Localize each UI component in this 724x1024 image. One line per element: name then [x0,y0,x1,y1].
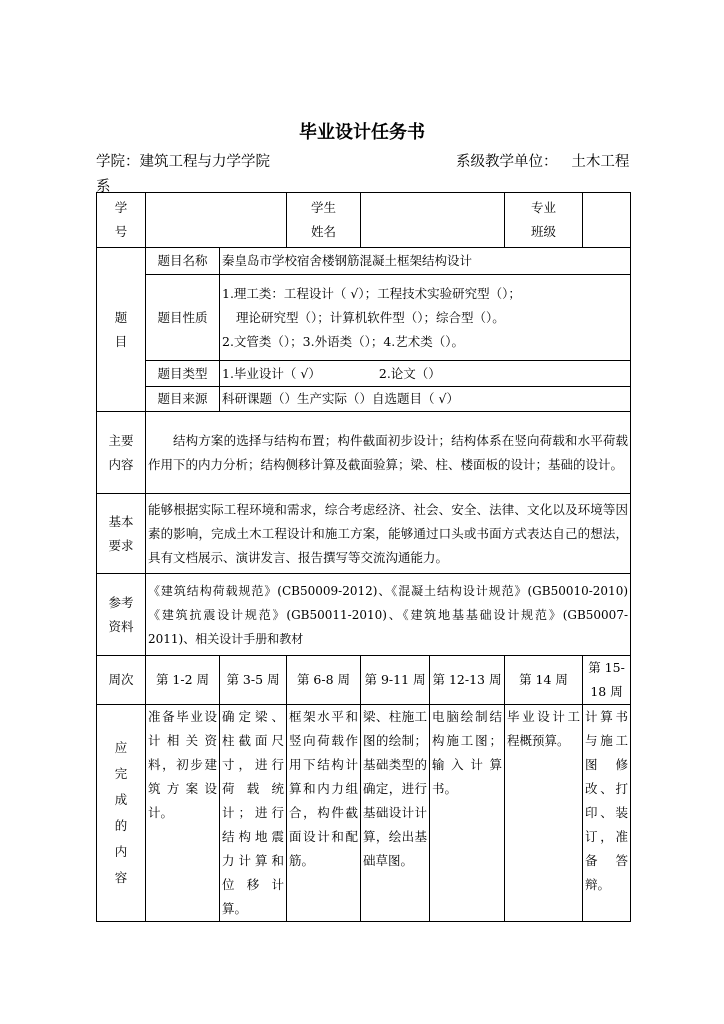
topic-group-label: 题 目 [97,248,146,412]
college-value: 建筑工程与力学学院 [139,154,270,170]
topic-source-value: 科研课题（）生产实际（）自选题目（ √） [220,387,631,412]
requirements-row [97,494,631,574]
task-table [96,192,631,922]
topic-nature-value [220,275,631,361]
week-label: 周次 [97,656,146,705]
main-content-row [97,412,631,494]
topic-nature-row [97,275,631,361]
task-cell: 电脑绘制结构施工图；输入计算书。 [430,705,505,922]
document-title: 毕业设计任务书 [299,122,425,143]
topic-type-value [220,361,631,387]
college-label: 学院： [96,154,140,170]
topic-name-label: 题目名称 [146,248,220,275]
task-cell: 框架水平和竖向荷载作用下结构计算和内力组合，构件截面设计和配筋。 [287,705,361,922]
student-name-value [361,193,505,248]
topic-type-row [97,361,631,387]
dept-info [456,150,629,171]
task-cell: 准备毕业设计相关资料，初步建筑方案设计。 [146,705,220,922]
topic-type-option-1: 1.毕业设计（ √） [222,365,321,381]
dept-label: 系级教学单位： [456,154,558,170]
schedule-content-row [97,705,631,922]
content-label: 应 完 成 的 内 容 [97,705,146,922]
references-text: 《建筑结构荷载规范》(CB50009-2012)、《混凝土结构设计规范》(GB50010-2010)《建筑抗震设计规范》(GB50011-2010)、《建筑地基基础设计规范》(GB50007-2011)、相关设计手册和教材 [146,574,631,656]
topic-source-label: 题目来源 [146,387,220,412]
class-label: 专业 班级 [505,193,583,248]
requirements-label: 基本 要求 [97,494,146,574]
topic-name-value: 秦皇岛市学校宿舍楼钢筋混凝土框架结构设计 [220,248,631,275]
references-label: 参考 资料 [97,574,146,656]
task-cell: 毕业设计工程概预算。 [505,705,583,922]
topic-type-label: 题目类型 [146,361,220,387]
student-id-value [146,193,287,248]
topic-nature-label: 题目性质 [146,275,220,361]
main-content-text: 结构方案的选择与结构布置；构件截面初步设计；结构体系在竖向荷载和水平荷载作用下的内力分析；结构侧移计算及截面验算；梁、柱、楼面板的设计；基础的设计。 [146,412,631,494]
topic-nature-line-2: 理论研究型（）；计算机软件型（）；综合型（）。 [236,309,505,325]
schedule-week-row [97,656,631,705]
topic-source-row [97,387,631,412]
week-cell: 第 6-8 周 [287,656,361,705]
week-cell: 第 9-11 周 [361,656,430,705]
dept-value-wrap: 系 [96,179,111,195]
topic-nature-line-1: 1.理工类：工程设计（ √）；工程技术实验研究型（）； [222,285,521,301]
task-cell: 确定梁、柱截面尺寸，进行荷载统计；进行结构地震力计算和位移计算。 [220,705,287,922]
topic-nature-line-3: 2.文管类（）；3.外语类（）；4.艺术类（）。 [222,333,465,349]
class-value [583,193,631,248]
task-cell: 计算书与施工图修改、打印、装订，准备答辩。 [583,705,631,922]
week-cell: 第 3-5 周 [220,656,287,705]
main-content-label: 主要 内容 [97,412,146,494]
student-id-label: 学 号 [97,193,146,248]
week-cell: 第 14 周 [505,656,583,705]
requirements-text: 能够根据实际工程环境和需求，综合考虑经济、社会、安全、法律、文化以及环境等因素的影响，完成土木工程设计和施工方案，能够通过口头或书面方式表达自己的想法，具有文档展示、演讲发言、报告撰写等交流沟通能力。 [146,494,631,574]
week-cell: 第 15-18 周 [583,656,631,705]
topic-name-row [97,248,631,275]
task-cell: 梁、柱施工图的绘制；基础类型的确定，进行基础设计计算，绘出基础草图。 [361,705,430,922]
student-name-label: 学生 姓名 [287,193,361,248]
week-cell: 第 12-13 周 [430,656,505,705]
topic-type-option-2: 2.论文（） [378,365,441,381]
references-row [97,574,631,656]
dept-value: 土木工程 [571,154,630,170]
week-cell: 第 1-2 周 [146,656,220,705]
college-info [96,150,270,171]
student-info-row [97,193,631,248]
